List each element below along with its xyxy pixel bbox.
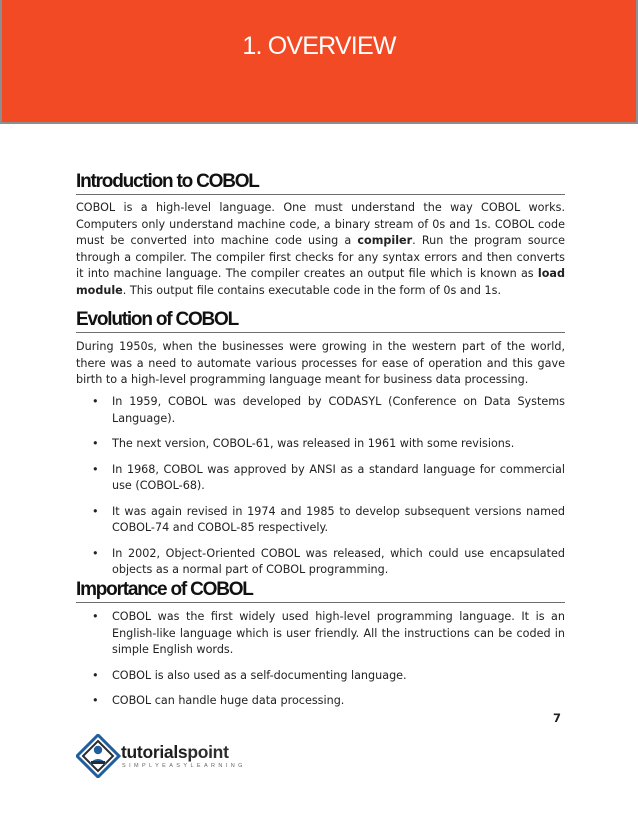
list-item <box>76 609 565 659</box>
list-item <box>76 546 565 579</box>
list-item-text: In 2002, Object-Oriented COBOL was released, which could use encapsulated objects as a normal part of COBOL programming. <box>112 546 565 576</box>
chapter-banner <box>0 0 638 124</box>
intro-text-3: . This output file contains executable code in the form of 0s and 1s. <box>122 283 502 297</box>
list-item <box>76 668 565 685</box>
logo-word-point: point <box>187 742 229 762</box>
logo-wordmark <box>121 742 229 763</box>
importance-bullet-list <box>76 609 565 719</box>
list-item-text: COBOL can handle huge data processing. <box>112 694 345 707</box>
evolution-bullet-list <box>76 394 565 588</box>
list-item <box>76 504 565 537</box>
heading-importance: Importance of COBOL <box>76 579 565 603</box>
bullet-icon: • <box>92 610 99 623</box>
chapter-title: 1. OVERVIEW <box>242 32 396 60</box>
list-item <box>76 462 565 495</box>
bullet-icon: • <box>92 437 99 450</box>
tutorialspoint-logo[interactable] <box>76 734 246 778</box>
logo-word-tutorials: tutorials <box>121 742 188 762</box>
tutorialspoint-logo-icon <box>76 734 122 778</box>
heading-introduction: Introduction to COBOL <box>76 171 565 195</box>
bullet-icon: • <box>92 546 99 560</box>
page-number: 7 <box>553 711 562 725</box>
intro-text-2: . Run the program source through a compiler. The compiler first checks for any syntax errors and then converts it into machine language. The compiler creates an output file which is known as <box>76 234 565 280</box>
list-item-text: In 1968, COBOL was approved by ANSI as a standard language for commercial use (COBOL-68). <box>112 462 565 492</box>
bullet-icon: • <box>92 694 99 707</box>
list-item <box>76 693 565 710</box>
intro-bold-load-module: load module <box>76 267 565 297</box>
bullet-icon: • <box>92 462 99 476</box>
list-item-text: The next version, COBOL-61, was released in 1961 with some revisions. <box>112 437 515 450</box>
evolution-paragraph: During 1950s, when the businesses were growing in the western part of the world, there was a need to automate various processes for ease of operation and this gave birth to a high-level programming language meant for business data processing. <box>76 340 565 386</box>
bullet-icon: • <box>92 504 99 518</box>
list-item-text: COBOL was the first widely used high-level programming language. It is an English-like language which is user friendly. All the instructions can be coded in simple English words. <box>112 610 565 656</box>
logo-tagline: SIMPLYEASYLEARNING <box>122 763 246 769</box>
list-item-text: COBOL is also used as a self-documenting language. <box>112 668 407 682</box>
bullet-icon: • <box>92 668 99 682</box>
list-item <box>76 394 565 427</box>
bullet-icon: • <box>92 395 99 408</box>
list-item <box>76 436 565 453</box>
list-item-text: In 1959, COBOL was developed by CODASYL (Conference on Data Systems Language). <box>112 395 565 425</box>
intro-text-1: COBOL is a high-level language. One must understand the way COBOL works. Computers only understand machine code, a binary stream of 0s and 1s. COBOL code must be converted into machine code using a <box>76 201 565 247</box>
list-item-text: It was again revised in 1974 and 1985 to develop subsequent versions named COBOL-74 and COBOL-85 respectively. <box>112 504 565 534</box>
intro-bold-compiler: compiler <box>357 234 413 247</box>
intro-paragraph <box>76 200 565 299</box>
heading-evolution: Evolution of COBOL <box>76 309 565 333</box>
